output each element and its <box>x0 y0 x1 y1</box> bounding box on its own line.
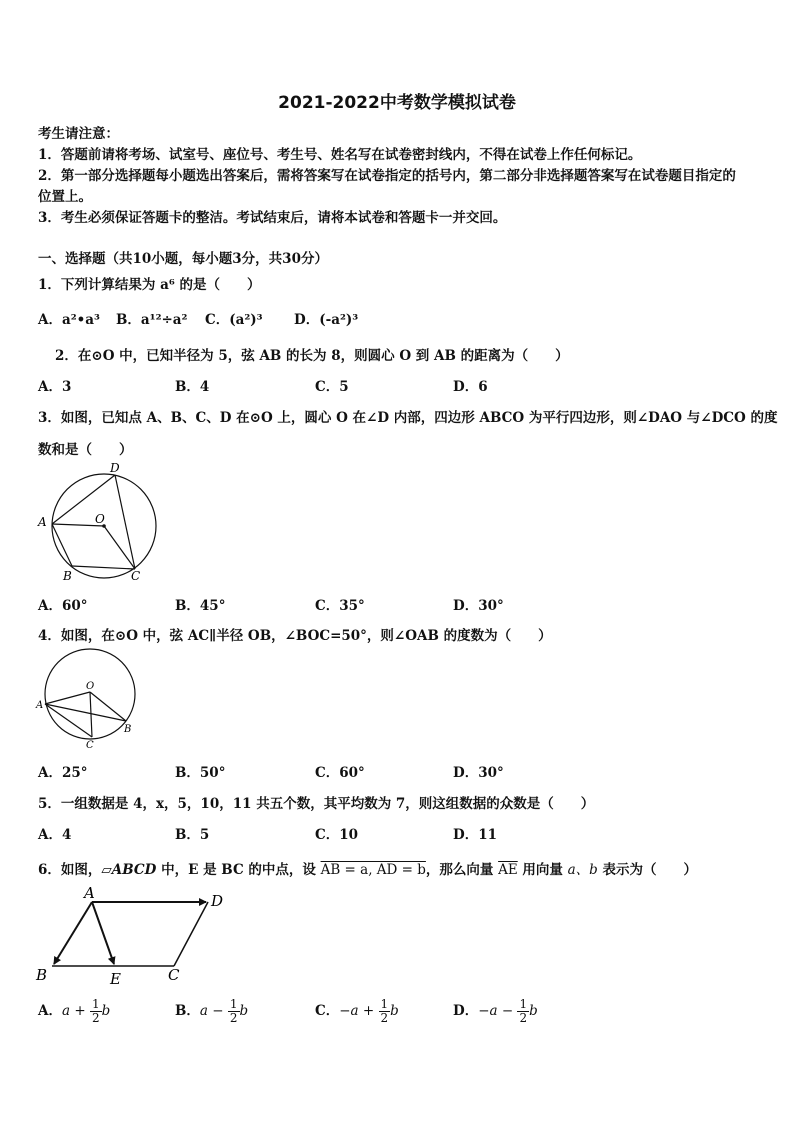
q6-label-a: A <box>84 884 95 902</box>
q4-option-d: D．30° <box>453 765 504 781</box>
q3-stem-line1: 3．如图，已知点 A、B、C、D 在⊙O 上，圆心 O 在∠D 内部，四边形 ABCO 为平行四边形，则∠DAO 与∠DCO 的度 <box>38 410 778 426</box>
q6-stem-mid: 中，E 是 BC 的中点，设 <box>156 862 321 878</box>
q4-label-b: B <box>124 724 132 735</box>
q6-option-b-letter: B． <box>175 1003 200 1019</box>
q6-parallelogram-figure <box>34 884 238 988</box>
q4-circle-figure <box>34 648 144 754</box>
q4-option-a: A．25° <box>38 765 88 781</box>
q4-label-o: O <box>86 681 95 692</box>
q4-label-c: C <box>86 740 94 751</box>
q6-vector-definitions: AB = a, AD = b <box>320 862 426 878</box>
page-title: 2021-2022中考数学模拟试卷 <box>278 93 516 113</box>
q4-segment-oc <box>90 692 92 737</box>
q3-label-a: A <box>38 515 47 529</box>
q4-option-c: C．60° <box>315 765 365 781</box>
q5-option-b: B．5 <box>175 827 210 843</box>
q6-stem-prefix: 6．如图， <box>38 862 102 878</box>
q6-option-a-letter: A． <box>38 1003 62 1019</box>
q6-option-c-post: b <box>390 1003 399 1019</box>
q6-option-d-letter: D． <box>453 1003 479 1019</box>
q6-option-d-fraction: $\frac{1}{2}$ <box>519 997 528 1025</box>
q6-vector-ab <box>54 902 92 964</box>
q3-option-b: B．45° <box>175 598 226 614</box>
q2-option-d: D．6 <box>453 379 488 395</box>
notice-item-3: 3．考生必须保证答题卡的整洁。考试结束后，请将本试卷和答题卡一并交回。 <box>38 210 507 226</box>
q3-option-c: C．35° <box>315 598 365 614</box>
q6-vector-ae: $\overline{AE}$ <box>498 862 518 878</box>
q3-label-c: C <box>131 569 141 583</box>
q6-option-d-pre: −a − <box>478 1003 518 1019</box>
q3-label-o: O <box>95 512 105 526</box>
q5-option-c: C．10 <box>315 827 359 843</box>
q4-label-a: A <box>36 700 44 711</box>
q4-segment-ao <box>45 692 90 704</box>
q6-option-a-pre: a + <box>61 1003 90 1019</box>
q6-option-c-letter: C． <box>315 1003 340 1019</box>
q3-label-b: B <box>63 569 72 583</box>
q1-stem: 1．下列计算结果为 a⁶ 的是（ ） <box>38 277 261 293</box>
q6-option-d-post: b <box>529 1003 538 1019</box>
q3-segment-bc <box>72 566 135 569</box>
q6-option-a-fraction: $\frac{1}{2}$ <box>91 997 100 1025</box>
q5-option-d: D．11 <box>453 827 497 843</box>
q3-circle-figure <box>36 458 160 584</box>
q1-option-b: B．a¹²÷a² <box>116 312 188 328</box>
q3-option-d: D．30° <box>453 598 504 614</box>
q6-option-b-fraction: $\frac{1}{2}$ <box>229 997 238 1025</box>
q6-vectors-ab: a、b <box>567 862 598 878</box>
section-heading: 一、选择题（共10小题，每小题3分，共30分） <box>38 251 328 267</box>
q6-option-a <box>38 998 110 1025</box>
q6-parallelogram-symbol: ▱ABCD <box>101 862 157 878</box>
q3-label-d: D <box>110 461 120 475</box>
q1-option-d: D．(-a²)³ <box>294 312 359 328</box>
q6-option-d <box>453 998 538 1025</box>
q6-stem-end: 表示为（ ） <box>597 862 698 878</box>
q2-option-c: C．5 <box>315 379 349 395</box>
q6-option-c-pre: −a + <box>339 1003 379 1019</box>
q5-option-a: A．4 <box>38 827 72 843</box>
q6-stem <box>38 858 697 878</box>
q5-stem: 5．一组数据是 4，x，5，10，11 共五个数，其平均数为 7，则这组数据的众数是（ ） <box>38 796 595 812</box>
q1-option-a: A．a²•a³ <box>38 312 100 328</box>
notice-item-2-cont: 位置上。 <box>38 189 92 205</box>
q6-vector-ae <box>92 902 114 964</box>
q2-option-a: A．3 <box>38 379 72 395</box>
q6-label-c: C <box>168 966 180 984</box>
q6-stem-mid3: 用向量 <box>517 862 568 878</box>
q6-option-b-pre: a − <box>199 1003 228 1019</box>
q3-option-a: A．60° <box>38 598 88 614</box>
q6-stem-mid2: ，那么向量 <box>425 862 499 878</box>
q4-option-b: B．50° <box>175 765 226 781</box>
q6-segment-dc <box>174 902 208 966</box>
q6-label-e: E <box>110 970 121 988</box>
q1-option-c: C．(a²)³ <box>205 312 263 328</box>
q3-segment-ad <box>52 475 115 524</box>
notice-heading: 考生请注意： <box>38 126 119 142</box>
q4-stem: 4．如图，在⊙O 中，弦 AC∥半径 OB，∠BOC=50°，则∠OAB 的度数为（ ） <box>38 628 552 644</box>
q6-option-b-post: b <box>239 1003 249 1019</box>
q6-label-b: B <box>36 966 48 984</box>
q3-stem-line2: 数和是（ ） <box>38 442 133 458</box>
notice-item-2: 2．第一部分选择题每小题选出答案后，需将答案写在试卷指定的括号内，第二部分非选择题答案写在试卷题目指定的 <box>38 168 736 184</box>
q6-option-a-post: b <box>101 1003 111 1019</box>
q6-option-c <box>315 998 399 1025</box>
q2-stem: 2．在⊙O 中，已知半径为 5，弦 AB 的长为 8，则圆心 O 到 AB 的距离为（ ） <box>55 348 569 364</box>
notice-item-1: 1．答题前请将考场、试室号、座位号、考生号、姓名写在试卷密封线内，不得在试卷上作任何标记。 <box>38 147 642 163</box>
q6-option-b <box>175 998 248 1025</box>
q2-option-b: B．4 <box>175 379 210 395</box>
q6-option-c-fraction: $\frac{1}{2}$ <box>380 997 389 1025</box>
q6-label-d: D <box>211 892 224 910</box>
